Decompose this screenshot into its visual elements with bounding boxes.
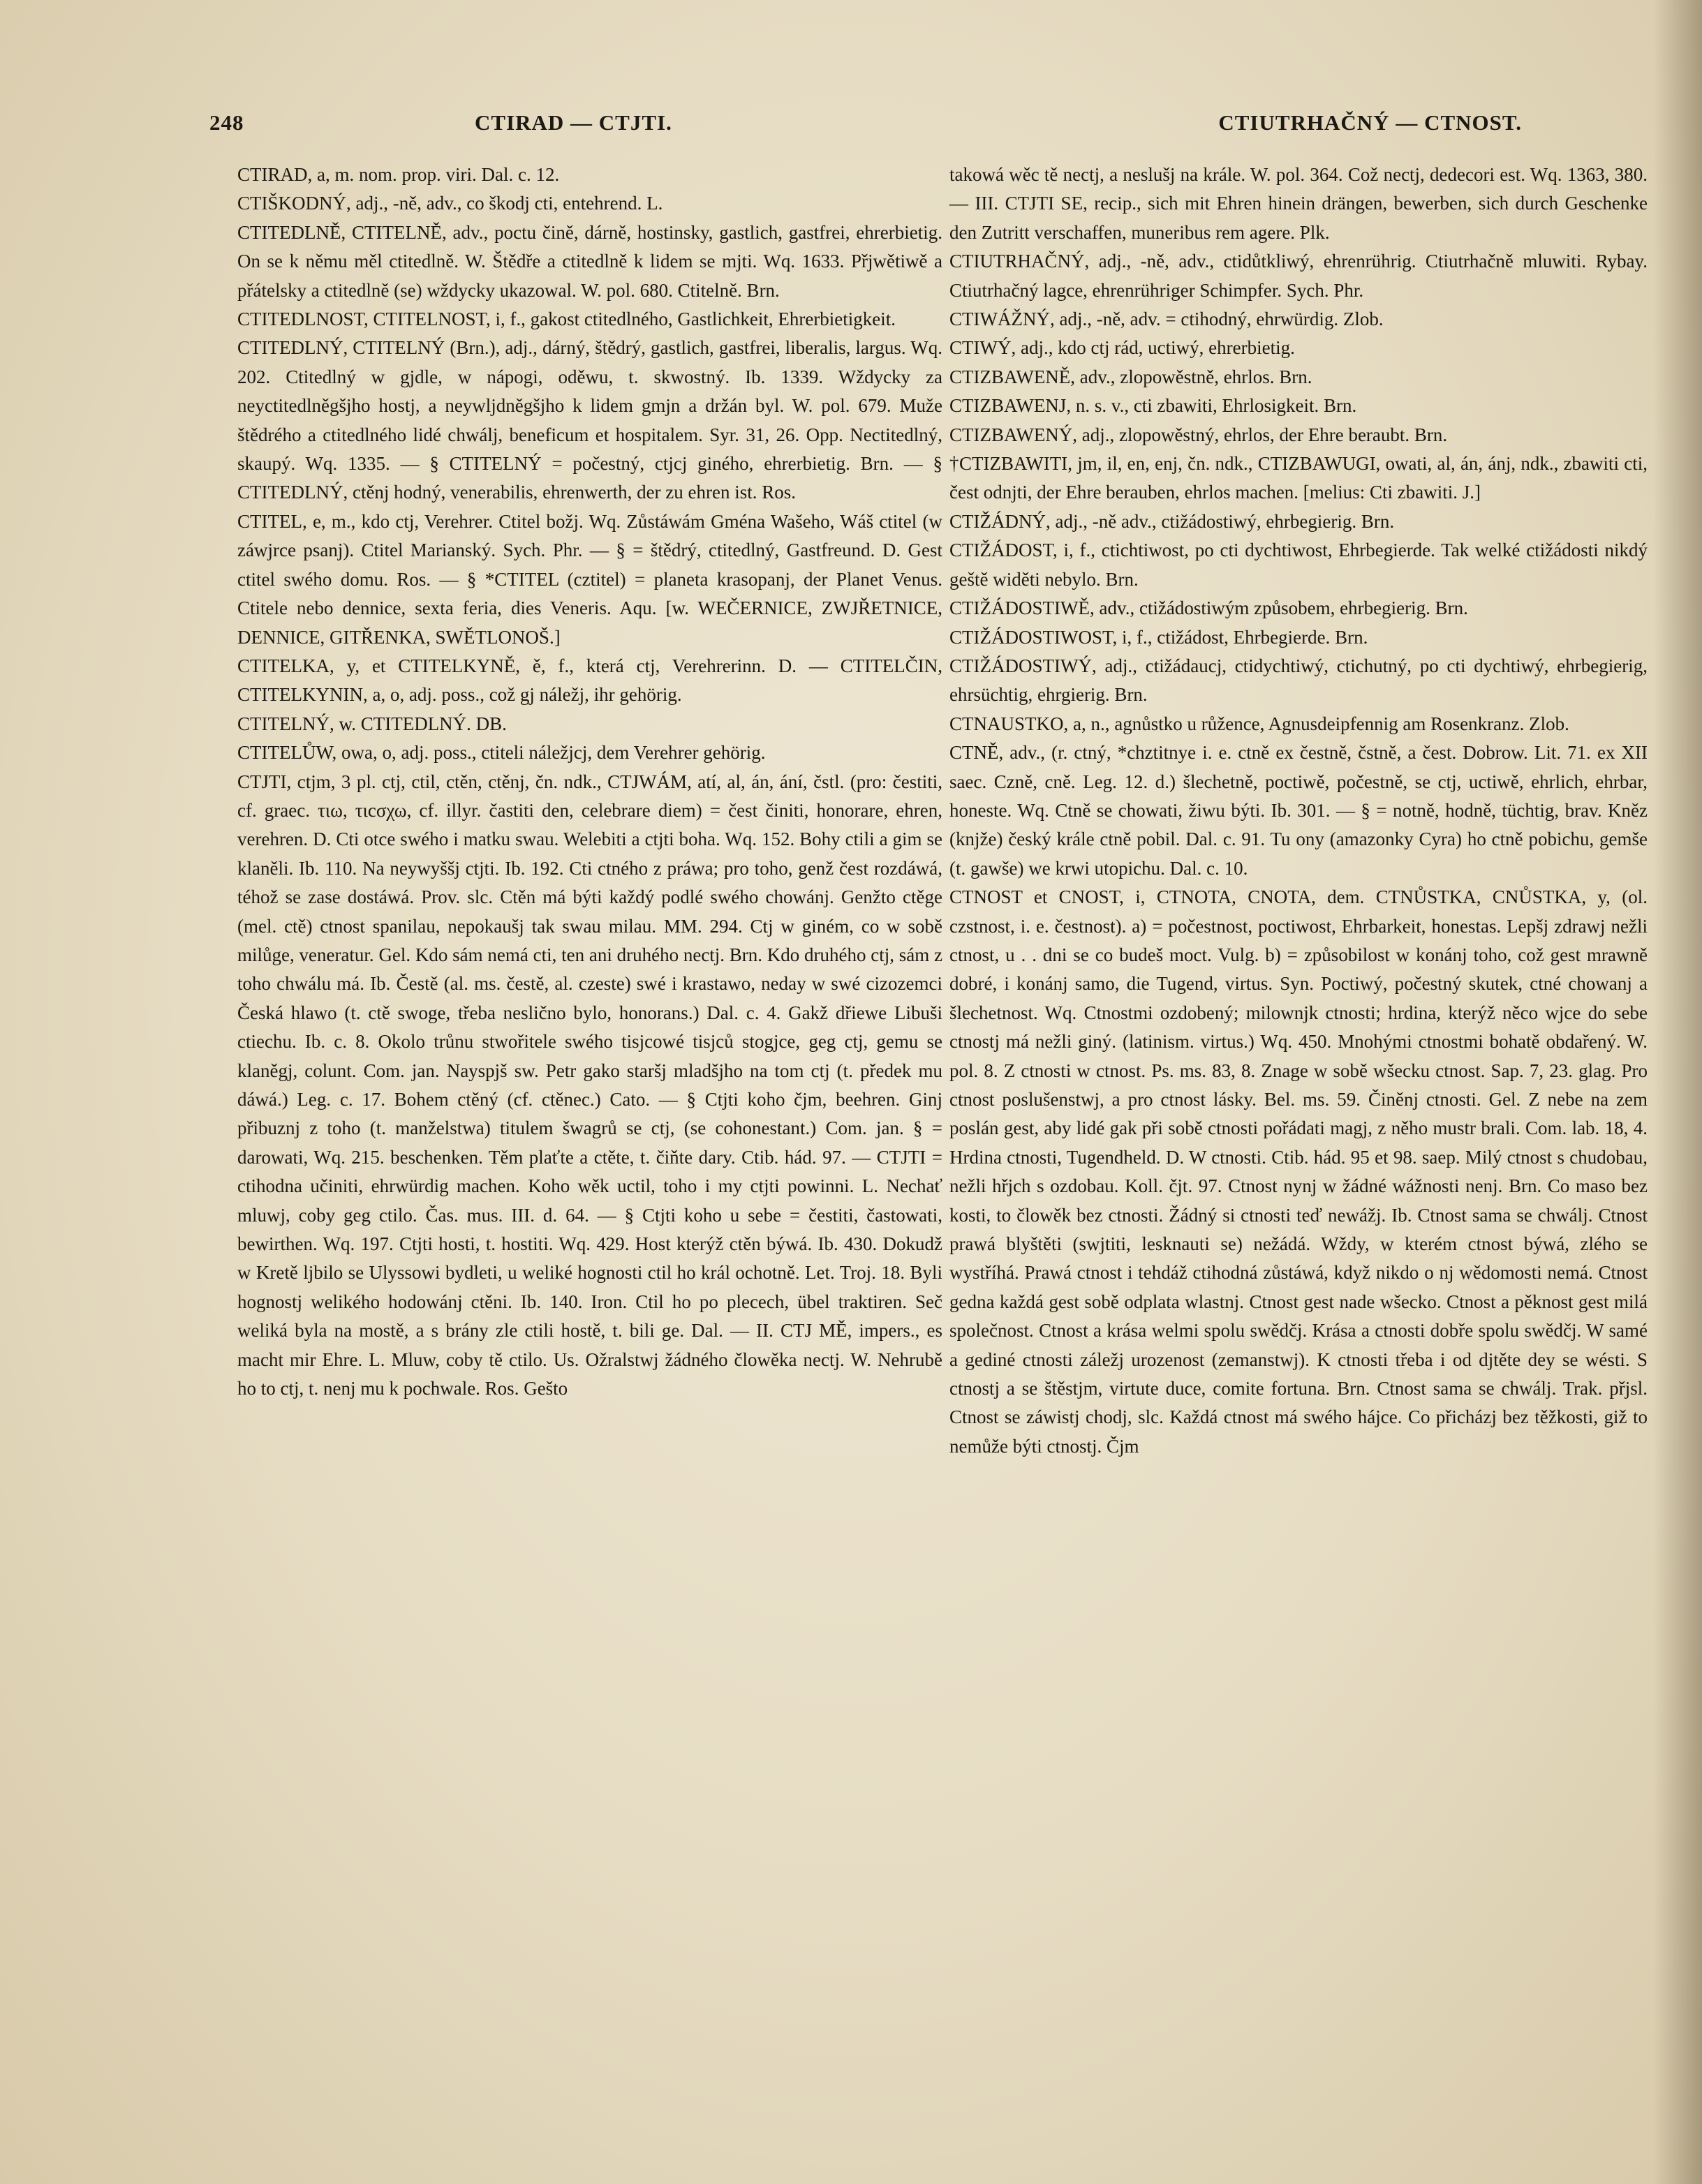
entry-ctizbawene: CTIZBAWENĚ, adv., zlopowěstně, ehrlos. Brn. (949, 366, 1312, 387)
entry-ctjti-continued: takowá wěc tě nectj, a neslušj na krále. W. pol. 364. Což nectj, dedecori est. Wq. 1363, 380. — III. CTJTI SE, recip., sich mit Ehren hinein drängen, bewerben, sich durch Geschenke den Zutritt verschaffen, muneribus rem agere. Plk. (949, 164, 1648, 243)
entry-ctizadostiwost: CTIŽÁDOSTIWOST, i, f., ctižádost, Ehrbegierde. Brn. (949, 626, 1368, 648)
entry-ctizadostiwe: CTIŽÁDOSTIWĚ, adv., ctižádostiwým způsobem, ehrbegierig. Brn. (949, 597, 1468, 619)
entry-ctitel: CTITEL, e, m., kdo ctj, Verehrer. Ctitel božj. Wq. Zůstáwám Gména Wašeho, Wáš ctitel (w záwjrce psanj). Ctitel Marianský. Sych. Phr. — § = štědrý, ctitedlný, Gastfreund. D. Gest ctitel swého domu. Ros. — § *CTITEL (cztitel) = planeta krasopanj, der Planet Venus. Ctitele nebo dennice, sexta feria, dies Veneris. Aqu. [w. WEČERNICE, ZWJŘETNICE, DENNICE, GITŘENKA, SWĚTLONOŠ.] (237, 510, 942, 648)
right-running-head: CTIUTRHAČNÝ — CTNOST. (1218, 110, 1522, 135)
entry-ctitedlne: CTITEDLNĚ, CTITELNĚ, adv., poctu čině, dárně, hostinsky, gastlich, gastfrei, ehrerbietig. On se k němu měl ctitedlně. W. Štědře a ctitedlně k lidem se mjti. Wq. 1633. Přjwětiwě a přátelsky a ctitedlně (se) wždycky ukazowal. W. pol. 680. Ctitelně. Brn. (237, 221, 942, 301)
entry-ctne: CTNĚ, adv., (r. ctný, *chztitnye i. e. ctně ex čestně, čstně, a čest. Dobrow. Lit. 71. ex XII saec. Czně, cně. Leg. 12. d.) šlechetně, poctiwě, počestně, se ctj, uctiwě, ehrlich, ehrbar, honeste. Wq. Ctně se chowati, žiwu býti. Ib. 301. — § = notně, hodně, tüchtig, brav. Kněz (knjže) český krále ctně pobil. Dal. c. 91. Tu ony (amazonky Cyra) ho ctně pobichu, gemše (t. gawše) we krwi utopichu. Dal. c. 10. (949, 742, 1648, 879)
entry-ctiwy: CTIWÝ, adj., kdo ctj rád, uctiwý, ehrerbietig. (949, 337, 1295, 359)
entry-ctizadostiwy: CTIŽÁDOSTIWÝ, adj., ctižádaucj, ctidychtiwý, ctichutný, po cti dychtiwý, ehrbegierig, ehrsüchtig, ehrgierig. Brn. (949, 655, 1648, 706)
entry-ctitelny: CTITELNÝ, w. CTITEDLNÝ. DB. (237, 713, 507, 734)
entry-ctizbaweny: CTIZBAWENÝ, adj., zlopowěstný, ehrlos, der Ehre beraubt. Brn. (949, 424, 1448, 445)
entry-ctiskodny: CTIŠKODNÝ, adj., -ně, adv., co škodj cti, entehrend. L. (237, 193, 663, 214)
left-column (237, 161, 942, 1403)
entry-ctitelka: CTITELKA, y, et CTITELKYNĚ, ě, f., která ctj, Verehrerinn. D. — CTITELČIN, CTITELKYNIN, a, o, adj. poss., což gj náležj, ihr gehörig. (237, 655, 942, 706)
entry-ctiutrhacny: CTIUTRHAČNÝ, adj., -ně, adv., ctidůtkliwý, ehrenrührig. Ctiutrhačně mluwiti. Rybay. Ctiutrhačný lagce, ehrenrühriger Schimpfer. Sych. Phr. (949, 251, 1648, 301)
entry-ctizbawenj: CTIZBAWENJ, n. s. v., cti zbawiti, Ehrlosigkeit. Brn. (949, 395, 1357, 417)
entry-ctiwazny: CTIWÁŽNÝ, adj., -ně, adv. = ctihodný, ehrwürdig. Zlob. (949, 309, 1384, 330)
entry-ctizbawiti: †CTIZBAWITI, jm, il, en, enj, čn. ndk., CTIZBAWUGI, owati, al, án, ánj, ndk., zbawiti cti, čest odnjti, der Ehre berauben, ehrlos machen. [melius: Cti zbawiti. J.] (949, 453, 1648, 503)
page-header (209, 110, 1522, 152)
page-number: 248 (209, 110, 244, 135)
left-running-head: CTIRAD — CTJTI. (475, 110, 672, 135)
entry-ctnaustko: CTNAUSTKO, a, n., agnůstko u růžence, Agnusdeipfennig am Rosenkranz. Zlob. (949, 713, 1569, 734)
entry-ctirad: CTIRAD, a, m. nom. prop. viri. Dal. c. 12. (237, 164, 560, 185)
entry-ctizadny: CTIŽÁDNÝ, adj., -ně adv., ctižádostiwý, ehrbegierig. Brn. (949, 510, 1395, 532)
entry-ctitelow: CTITELŮW, owa, o, adj. poss., ctiteli náležjcj, dem Verehrer gehörig. (237, 742, 766, 764)
right-column (949, 161, 1648, 1461)
entry-ctitedlnost: CTITEDLNOST, CTITELNOST, i, f., gakost ctitedlného, Gastlichkeit, Ehrerbietigkeit. (237, 309, 896, 330)
entry-ctnost: CTNOST et CNOST, i, CTNOTA, CNOTA, dem. CTNŮSTKA, CNŮSTKA, y, (ol. czstnost, i. e. čestnost). a) = počestnost, poctiwost, Ehrbarkeit, honestas. Lepšj zdrawj nežli ctnost, u . . dni se co budeš moct. Vulg. b) = způsobilost w konánj toho, což gest mrawně dobré, i konánj samo, die Tugend, virtus. Syn. Poctiwý, počestný skutek, ctné chowanj a šlechetnost. Wq. Ctnostmi ozdobený; milownjk ctnosti; hrdina, kterýž něco wjce do sebe ctnostj má nežli giný. (latinism. virtus.) Wq. 450. Mnohými ctnostmi bohatě obdařený. W. pol. 8. Z ctnosti w ctnost. Ps. ms. 83, 8. Znage w sobě wšecku ctnost. Sap. 7, 23. glag. Pro ctnost poslušenstwj, a pro ctnost lásky. Bel. ms. 59. Činěnj ctnosti. Gel. Z nebe na zem poslán gest, aby lidé gak při sobě ctnosti pořádati magj, z něho mustr brali. Com. lab. 18, 4. Hrdina ctnosti, Tugendheld. D. W ctnosti. Ctib. hád. 95 et 98. saep. Milý ctnost s chudobau, nežli hřjch s ozdobau. Koll. čjt. 97. Ctnost nynj w žádné wážnosti nenj. Brn. Co maso bez kosti, to člowěk bez ctnosti. Žádný si ctnosti teď newážj. Ib. Ctnost sama se chwálj. Ctnost prawá blyštěti (swjtiti, lesknauti se) nežádá. Wždy, w kterém ctnost býwá, zlého se wystříhá. Prawá ctnost i tehdáž ctihodná zůstáwá, když nikdo o nj wědomosti nemá. Ctnost gedna každá gest sobě odplata wlastnj. Ctnost gest nade wšecko. Ctnost a pěknost gest milá společnost. Ctnost a krása welmi spolu swědčj. Krása a ctnosti dobře spolu swědčj. W samé a gediné ctnosti záležj urozenost (zemanstwj). K ctnosti třeba i od djtěte dey se wésti. S ctnostj a se štěstjm, virtute duce, comite fortuna. Brn. Ctnost sama se chwálj. Trak. přjsl. Ctnost se záwistj chodj, slc. Každá ctnost má swého hájce. Co přicházj bez těžkosti, giž to nemůže býti ctnostj. Čjm (949, 886, 1648, 1457)
entry-ctizadost: CTIŽÁDOST, i, f., ctichtiwost, po cti dychtiwost, Ehrbegierde. Tak welké ctižádosti nikdý geště widěti nebylo. Brn. (949, 540, 1648, 590)
entry-ctitedlny: CTITEDLNÝ, CTITELNÝ (Brn.), adj., dárný, štědrý, gastlich, gastfrei, liberalis, largus. Wq. 202. Ctitedlný w gjdle, w nápogi, oděwu, t. skwostný. Ib. 1339. Wždycky za neyctitedlněgšjho hostj, a neywljdněgšjho k lidem gmjn a držán byl. W. pol. 679. Muže štědrého a ctitedlného lidé chwálj, beneficum et hospitalem. Syr. 31, 26. Opp. Nectitedlný, skaupý. Wq. 1335. — § CTITELNÝ = počestný, ctjcj giného, ehrerbietig. Brn. — § CTITEDLNÝ, ctěnj hodný, venerabilis, ehrenwerth, der zu ehren ist. Ros. (237, 337, 942, 503)
entry-ctjti: CTJTI, ctjm, 3 pl. ctj, ctil, ctěn, ctěnj, čn. ndk., CTJWÁM, atí, al, án, ání, čstl. (pro: čestiti, cf. graec. τιω, τιcσχω, cf. illyr. častiti den, celebrare diem) = čest činiti, honorare, ehren, verehren. D. Cti otce swého i matku swau. Welebiti a ctjti boha. Wq. 152. Bohy ctili a gim se klaněli. Ib. 110. Na neywyššj ctjti. Ib. 192. Cti ctného z práwa; pro toho, genž čest rozdáwá, téhož se zase dostáwá. Prov. slc. Ctěn má býti každý podlé swého chowánj. Genžto ctěge (mel. ctě) ctnost spanilau, nepokaušj tak swau milau. MM. 294. Ctj w giném, co w sobě milůge, veneratur. Gel. Kdo sám nemá cti, ten ani druhého nectj. Brn. Kdo druhého ctj, sám z toho chwálu má. Ib. Čestě (al. ms. čestě, al. czeste) swé i krastawo, neday w swé cizozemci Česká hlawo (t. ctě swoge, třeba nesličnо bylo, honorans.) Dal. c. 4. Gakž dřiewe Libuši ctiechu. Ib. c. 8. Okolo trůnu stwořitele swého tisjcowé tisjců stogjce, geg ctj, gemu se klaněgj, colunt. Com. jan. Nayspjš sw. Petr gako staršj mladšjho na tom ctj (t. předek mu dáwá.) Leg. c. 17. Bohem ctěný (cf. ctěnec.) Cato. — § Ctjti koho čjm, beehren. Ginj přibuznj z toho (t. manželstwa) titulem šwagrů se ctj, (se cohonestant.) Com. jan. § = darowati, Wq. 215. beschenken. Těm plaťte a ctěte, t. čiňte dary. Ctib. hád. 97. — CTJTI = ctihodna učiniti, ehrwürdig machen. Koho wěk uctil, toho i my ctjti powinni. L. Nechať mluwj, coby geg ctilo. Čas. mus. III. d. 64. — § Ctjti koho u sebe = čestiti, častowati, bewirthen. Wq. 197. Ctjti hosti, t. hostiti. Wq. 429. Host kterýž ctěn býwá. Ib. 430. Dokudž w Kretě ljbilo se Ulyssowi bydleti, u weliké hognosti ctil ho král ochotně. Let. Troj. 18. Byli hognostj welikého hodowánj ctěni. Ib. 140. Iron. Ctil ho po plecech, übel traktiren. Seč weliká byla na mostě, a s brány zle ctili hostě, t. bili ge. Dal. — II. CTJ MĚ, impers., es macht mir Ehre. L. Mluw, coby tě ctilo. Us. Ožralstwj žádného člowěka nectj. W. Nehrubě ho to ctj, t. nenj mu k pochwale. Ros. Gešto (237, 771, 942, 1399)
